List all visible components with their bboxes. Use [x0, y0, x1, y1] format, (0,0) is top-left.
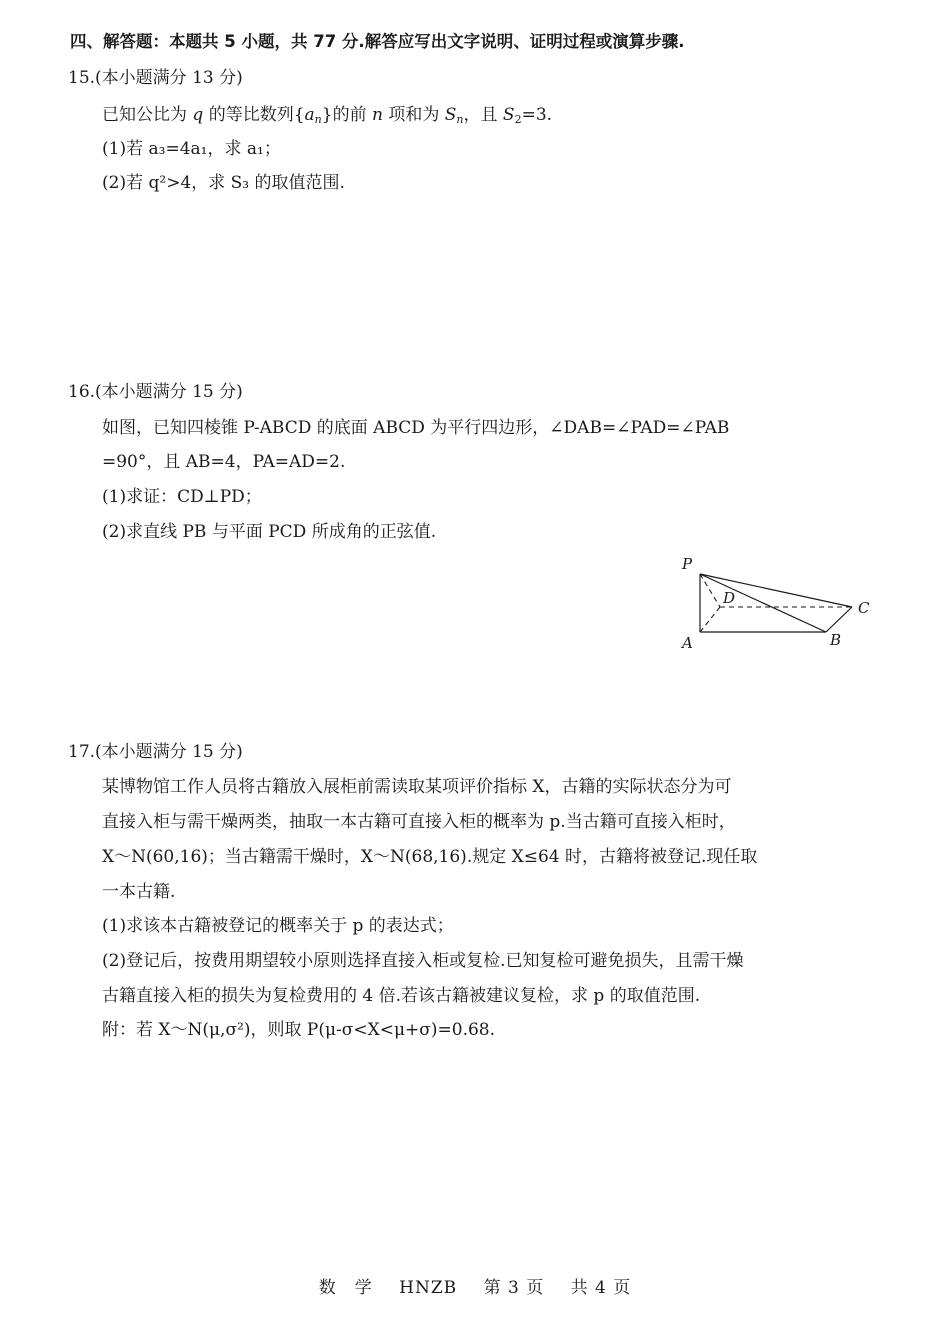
q16-part2: (2)求直线 PB 与平面 PCD 所成角的正弦值.: [102, 522, 437, 542]
q17-line3: X～N(60,16)；当古籍需干燥时，X～N(68,16).规定 X≤64 时，古籍将被登记.现任取: [102, 847, 758, 867]
q17-line1: 某博物馆工作人员将古籍放入展柜前需读取某项评价指标 X，古籍的实际状态分为可: [102, 777, 732, 797]
q15-sub-n: n: [456, 113, 464, 126]
edge-AD: [700, 607, 720, 632]
q17-part1: (1)求该本古籍被登记的概率关于 p 的表达式；: [102, 916, 454, 936]
label-A: A: [682, 634, 693, 652]
q17-number: 17.: [68, 742, 96, 762]
q16-line1: 如图，已知四棱锥 P-ABCD 的底面 ABCD 为平行四边形，∠DAB=∠PAD=∠PAB: [102, 418, 730, 438]
q15-part2-text: q²>4，求 S₃ 的取值范围.: [148, 173, 345, 193]
q15-var-S: S: [502, 105, 515, 125]
footer-code: HNZB: [399, 1278, 458, 1298]
q16-points: (本小题满分 15 分): [95, 382, 243, 402]
q15-header: [68, 66, 243, 90]
footer-total: 共 4 页: [570, 1278, 632, 1298]
label-C: C: [858, 599, 870, 617]
q17-part2-line1: (2)登记后，按费用期望较小原则选择直接入柜或复检.已知复检可避免损失，且需干燥: [102, 951, 744, 971]
q17-header: [68, 740, 243, 764]
q17-note: 附：若 X～N(μ,σ²)，则取 P(μ-σ<X<μ+σ)=0.68.: [102, 1020, 496, 1040]
edge-PB: [700, 574, 826, 632]
q17-line2: 直接入柜与需干燥两类，抽取一本古籍可直接入柜的概率为 p.当古籍可直接入柜时，: [102, 812, 736, 832]
q15-stem-text: 的等比数列{: [208, 105, 305, 125]
q15-var-S: S: [444, 105, 457, 125]
q15-part2: [102, 171, 345, 195]
q15-var-n: n: [372, 105, 383, 125]
q17-points: (本小题满分 15 分): [95, 742, 243, 762]
label-D: D: [723, 589, 736, 607]
q17-line4: 一本古籍.: [102, 882, 176, 902]
q15-part1-text: a₃=4a₁，求 a₁；: [148, 139, 281, 159]
q15-sub-n: n: [314, 113, 322, 126]
q16-header: [68, 380, 243, 404]
q16-line2: =90°，且 AB=4，PA=AD=2.: [102, 452, 346, 472]
footer-subject: 数 学: [318, 1278, 373, 1298]
q17-part2-line2: 古籍直接入柜的损失为复检费用的 4 倍.若该古籍被建议复检，求 p 的取值范围.: [102, 986, 701, 1006]
q15-var-q: q: [192, 105, 204, 125]
page-footer: [0, 1273, 950, 1298]
label-B: B: [830, 631, 842, 649]
q15-stem-text: }的前: [321, 105, 367, 125]
q15-part1: [102, 137, 281, 161]
q15-var-a: a: [304, 105, 315, 125]
q15-part1-label: (1)若: [102, 139, 144, 159]
footer-page: 第 3 页: [483, 1278, 545, 1298]
q15-part2-label: (2)若: [102, 173, 144, 193]
q15-stem-text: 已知公比为: [102, 105, 187, 125]
q16-part1: (1)求证：CD⊥PD；: [102, 487, 262, 507]
q15-number: 15.: [68, 68, 96, 88]
q16-number: 16.: [68, 382, 96, 402]
q15-sub-2: 2: [514, 113, 522, 126]
q15-stem: [102, 103, 552, 127]
pyramid-figure: [676, 552, 876, 652]
q15-stem-text: 项和为: [388, 105, 440, 125]
q15-stem-text: ，且: [463, 105, 498, 125]
q15-points: (本小题满分 13 分): [95, 68, 243, 88]
label-P: P: [682, 555, 693, 573]
section-header: 四、解答题：本题共 5 小题，共 77 分.解答应写出文字说明、证明过程或演算步骤.: [70, 32, 685, 51]
q15-stem-text: =3.: [521, 105, 553, 125]
edge-BC: [826, 607, 852, 632]
